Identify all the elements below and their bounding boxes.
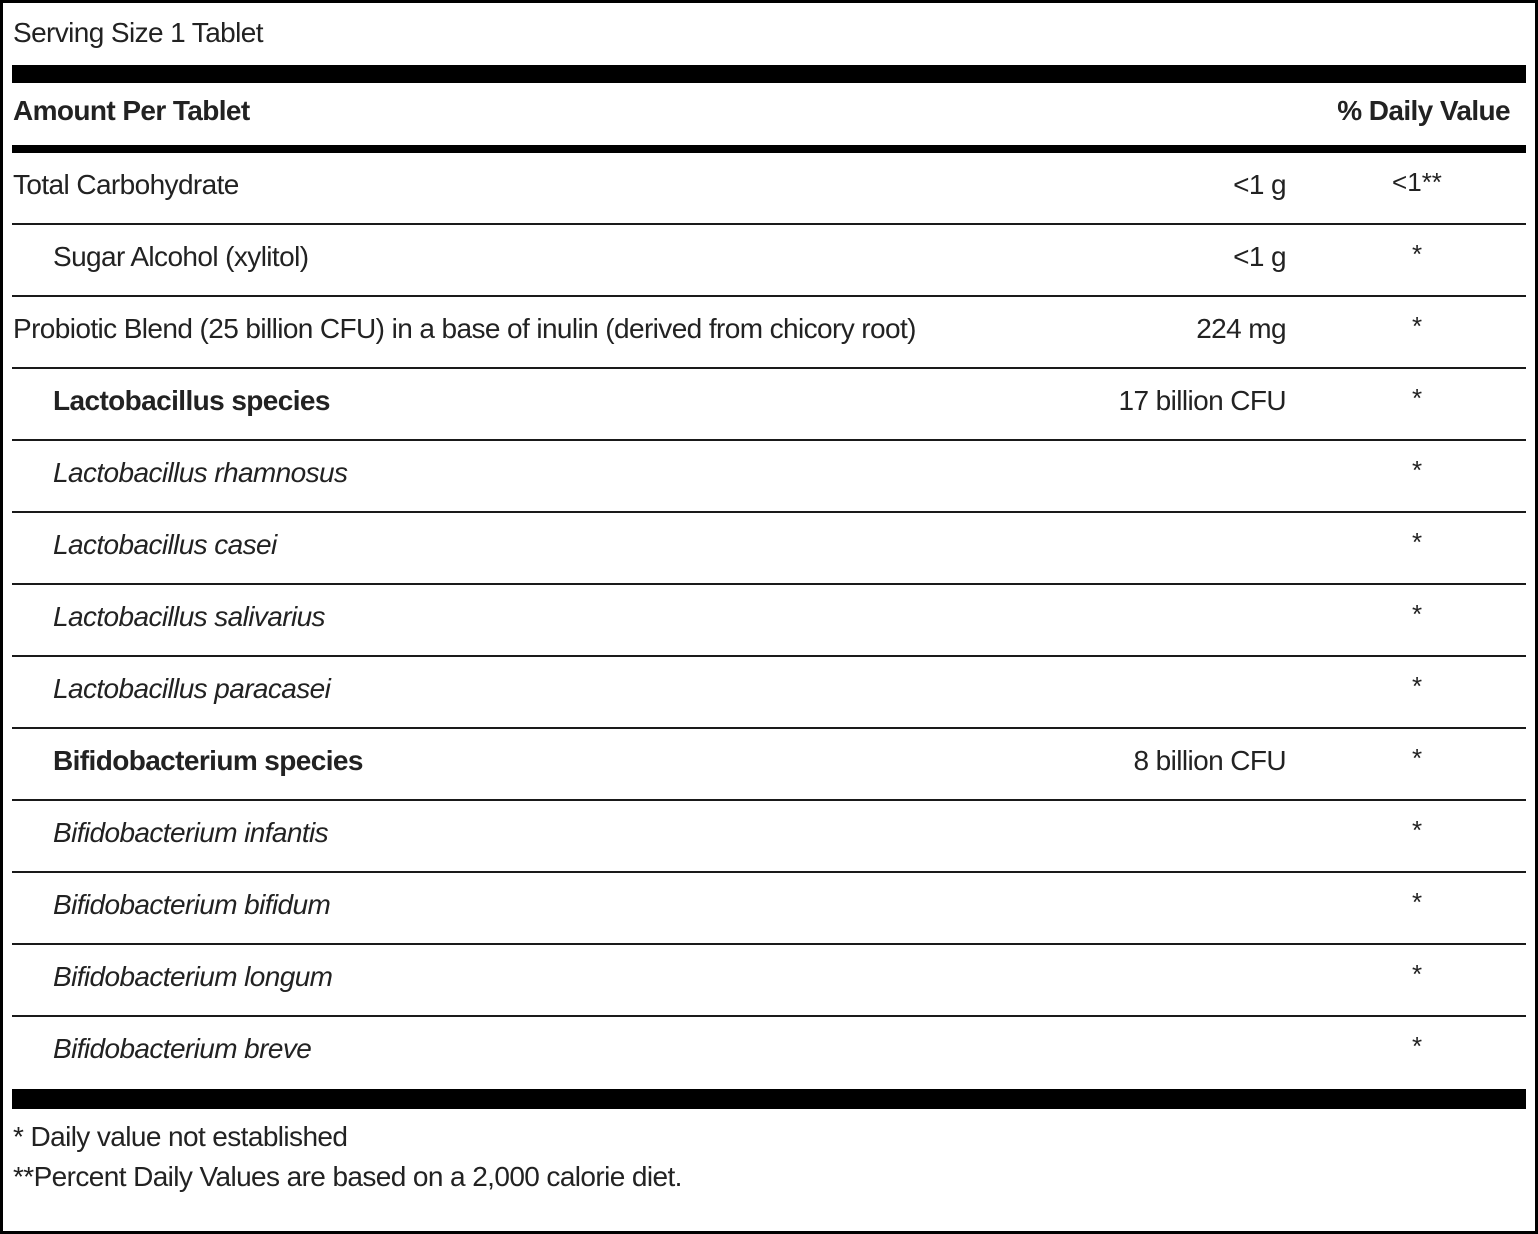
supplement-facts-content	[12, 3, 1526, 1231]
footnote-not-established: * Daily value not established	[13, 1121, 348, 1152]
nutrient-name: Sugar Alcohol (xylitol)	[53, 241, 309, 272]
nutrient-amount: <1 g	[1233, 241, 1286, 272]
nutrient-name: Bifidobacterium longum	[53, 961, 333, 992]
table-row	[12, 873, 1526, 945]
nutrient-name: Bifidobacterium infantis	[53, 817, 329, 848]
nutrient-name: Bifidobacterium bifidum	[53, 889, 331, 920]
table-row	[12, 585, 1526, 657]
nutrient-daily-value: *	[1411, 815, 1423, 845]
nutrient-name: Lactobacillus species	[53, 385, 330, 416]
table-row	[12, 513, 1526, 585]
nutrient-daily-value: *	[1411, 887, 1423, 917]
nutrient-daily-value: *	[1411, 959, 1423, 989]
nutrient-name: Lactobacillus casei	[53, 529, 277, 560]
nutrient-daily-value: *	[1411, 743, 1423, 773]
table-row	[12, 657, 1526, 729]
nutrient-rows	[12, 153, 1526, 1089]
table-row	[12, 729, 1526, 801]
nutrient-daily-value: *	[1411, 383, 1423, 413]
nutrient-daily-value: *	[1411, 311, 1423, 341]
nutrient-name: Lactobacillus salivarius	[53, 601, 325, 632]
nutrient-amount: 224 mg	[1196, 313, 1286, 344]
table-row	[12, 225, 1526, 297]
nutrient-daily-value: *	[1411, 239, 1423, 269]
table-row	[12, 801, 1526, 873]
footnote-percent-basis: **Percent Daily Values are based on a 2,000 calorie diet.	[13, 1161, 682, 1192]
nutrient-name: Probiotic Blend (25 billion CFU) in a base of inulin (derived from chicory root)	[13, 313, 916, 344]
nutrient-daily-value: *	[1411, 671, 1423, 701]
nutrient-daily-value: *	[1411, 599, 1423, 629]
nutrient-daily-value: *	[1411, 455, 1423, 485]
serving-size: Serving Size 1 Tablet	[13, 17, 263, 48]
table-header	[12, 85, 1526, 145]
table-row	[12, 1017, 1526, 1089]
table-row	[12, 153, 1526, 225]
divider-thick-top	[12, 65, 1526, 83]
nutrient-name: Bifidobacterium species	[53, 745, 363, 776]
divider-thick-bottom	[12, 1089, 1526, 1109]
nutrient-daily-value: *	[1411, 527, 1423, 557]
nutrient-name: Bifidobacterium breve	[53, 1033, 312, 1064]
divider-header	[12, 145, 1526, 153]
nutrient-name: Lactobacillus paracasei	[53, 673, 331, 704]
nutrient-amount: 17 billion CFU	[1118, 385, 1286, 416]
nutrient-daily-value: *	[1411, 1031, 1423, 1061]
table-row	[12, 441, 1526, 513]
table-row	[12, 369, 1526, 441]
amount-per-tablet-header: Amount Per Tablet	[13, 95, 250, 126]
table-row	[12, 945, 1526, 1017]
nutrient-daily-value: <1**	[1392, 167, 1442, 197]
table-row	[12, 297, 1526, 369]
daily-value-header: % Daily Value	[1337, 95, 1510, 126]
footnotes	[13, 1121, 682, 1201]
nutrient-amount: 8 billion CFU	[1133, 745, 1286, 776]
nutrient-name: Total Carbohydrate	[13, 169, 239, 200]
nutrient-name: Lactobacillus rhamnosus	[53, 457, 348, 488]
nutrient-amount: <1 g	[1233, 169, 1286, 200]
